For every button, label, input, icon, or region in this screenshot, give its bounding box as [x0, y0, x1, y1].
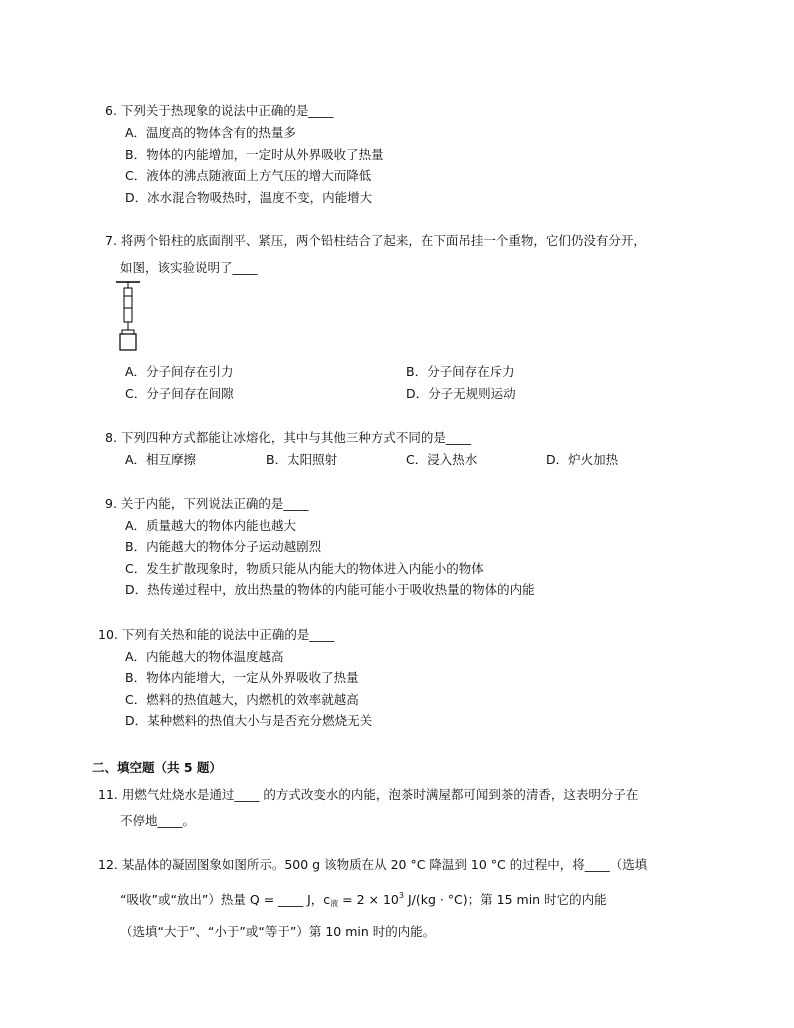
- q6-option-c: C．液体的沸点随液面上方气压的增大而降低: [125, 168, 372, 183]
- q7-option-d: D．分子无规则运动: [406, 386, 516, 401]
- q12-line2-part-c: J/(kg · °C)；第 15 min 时它的内能: [403, 892, 607, 907]
- q12-line2-superscript: 3: [398, 891, 404, 900]
- q12-line2-subscript: 液: [330, 899, 339, 908]
- lead-cylinders-figure: [114, 278, 144, 354]
- q11-line2: 不停地____。: [120, 813, 196, 828]
- q10-stem: 10. 下列有关热和能的说法中正确的是____: [98, 627, 335, 642]
- q6-option-b: B．物体的内能增加，一定时从外界吸收了热量: [125, 147, 384, 162]
- section-heading: 二、填空题（共 5 题）: [92, 760, 222, 775]
- q12-line3: （选填“大于”、“小于”或“等于”）第 10 min 时的内能。: [120, 924, 436, 939]
- q8-option-b: B．太阳照射: [266, 452, 338, 467]
- q11-line1: 11. 用燃气灶烧水是通过____ 的方式改变水的内能，泡茶时满屋都可闻到茶的清香，这表明分子在: [98, 787, 639, 802]
- q7-option-c: C．分子间存在间隙: [125, 386, 234, 401]
- q7-stem-line2: 如图，该实验说明了____: [120, 260, 258, 275]
- q12-line2-part-a: “吸收”或“放出”）热量 Q = ____ J，c: [120, 892, 331, 907]
- q10-option-d: D．某种燃料的热值大小与是否充分燃烧无关: [125, 713, 373, 728]
- q7-stem-line1: 7. 将两个铅柱的底面削平、紧压，两个铅柱结合了起来，在下面吊挂一个重物，它们仍没有分开，: [105, 233, 646, 248]
- q9-option-d: D．热传递过程中，放出热量的物体的内能可能小于吸收热量的物体的内能: [125, 582, 535, 597]
- q10-option-b: B．物体内能增大，一定从外界吸收了热量: [125, 670, 359, 685]
- q6-option-d: D．冰水混合物吸热时，温度不变，内能增大: [125, 190, 373, 205]
- q8-option-c: C．浸入热水: [406, 452, 478, 467]
- q9-option-c: C．发生扩散现象时，物质只能从内能大的物体进入内能小的物体: [125, 561, 484, 576]
- q7-option-a: A．分子间存在引力: [125, 364, 234, 379]
- q9-option-b: B．内能越大的物体分子运动越剧烈: [125, 539, 322, 554]
- q7-option-b: B．分子间存在斥力: [406, 364, 515, 379]
- q8-option-a: A．相互摩擦: [125, 452, 197, 467]
- q6-option-a: A．温度高的物体含有的热量多: [125, 125, 297, 140]
- q12-line1: 12. 某晶体的凝固图象如图所示。500 g 该物质在从 20 °C 降温到 10 °C 的过程中，将____（选填: [98, 857, 648, 872]
- q10-option-c: C．燃料的热值越大，内燃机的效率就越高: [125, 692, 359, 707]
- q9-stem: 9. 关于内能，下列说法正确的是____: [105, 496, 309, 511]
- q8-stem: 8. 下列四种方式都能让冰熔化，其中与其他三种方式不同的是____: [105, 430, 471, 445]
- q9-option-a: A．质量越大的物体内能也越大: [125, 518, 297, 533]
- q10-option-a: A．内能越大的物体温度越高: [125, 649, 284, 664]
- q12-line2-part-b: = 2 × 10: [338, 892, 399, 907]
- q6-stem: 6. 下列关于热现象的说法中正确的是____: [105, 103, 334, 118]
- q8-option-d: D．炉火加热: [546, 452, 619, 467]
- q12-line2: [120, 890, 607, 908]
